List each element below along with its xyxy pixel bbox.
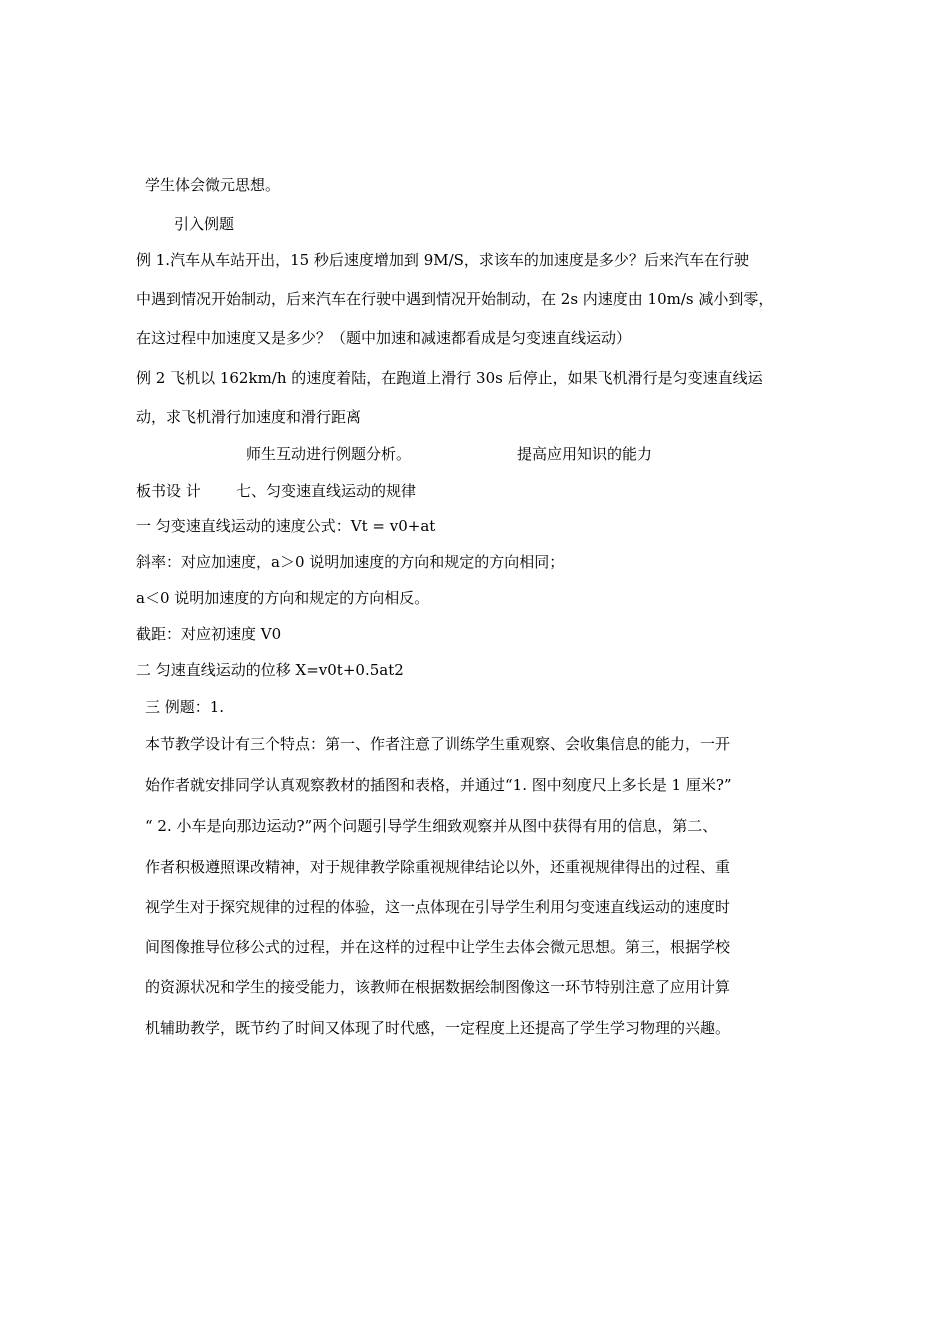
evaluation-line-4: 作者积极遵照课改精神，对于规律教学除重视规律结论以外，还重视规律得出的过程、重 — [145, 858, 731, 876]
intercept-note: 截距：对应初速度 V0 — [136, 625, 282, 643]
improve-application-ability: 提高应用知识的能力 — [517, 445, 653, 463]
example-2-line-2: 动，求飞机滑行加速度和滑行距离 — [136, 408, 362, 426]
board-design-label: 板书设 计 — [136, 482, 201, 500]
displacement-formula: 二 匀速直线运动的位移 X=v0t+0.5at2 — [136, 661, 404, 679]
example-2-line-1: 例 2 飞机以 162km/h 的速度着陆，在跑道上滑行 30s 后停止，如果飞机滑行是匀变速直线运 — [136, 369, 763, 387]
evaluation-line-5: 视学生对于探究规律的过程的体验，这一点体现在引导学生利用匀变速直线运动的速度时 — [145, 898, 731, 916]
text-line-summary: 学生体会微元思想。 — [145, 176, 281, 194]
evaluation-line-2: 始作者就安排同学认真观察教材的插图和表格，并通过“1. 图中刻度尺上多长是 1 厘米?” — [145, 776, 732, 794]
board-title: 七、匀变速直线运动的规律 — [236, 482, 417, 500]
example-1-line-2: 中遇到情况开始制动，后来汽车在行驶中遇到情况开始制动，在 2s 内速度由 10m/s 减小到零， — [136, 290, 774, 308]
evaluation-line-7: 的资源状况和学生的接受能力，该教师在根据数据绘制图像这一环节特别注意了应用计算 — [145, 978, 731, 996]
example-1-line-3: 在这过程中加速度又是多少？（题中加速和减速都看成是匀变速直线运动） — [136, 329, 632, 347]
evaluation-line-6: 间图像推导位移公式的过程，并在这样的过程中让学生去体会微元思想。第三，根据学校 — [145, 938, 731, 956]
slope-note: 斜率：对应加速度，a＞0 说明加速度的方向和规定的方向相同； — [136, 553, 565, 571]
examples-item: 三 例题：1. — [145, 698, 225, 716]
heading-introduce-examples: 引入例题 — [174, 215, 235, 233]
evaluation-line-8: 机辅助教学，既节约了时间又体现了时代感，一定程度上还提高了学生学习物理的兴趣。 — [145, 1019, 731, 1037]
teacher-student-interaction: 师生互动进行例题分析。 — [246, 445, 412, 463]
negative-acceleration-note: a＜0 说明加速度的方向和规定的方向相反。 — [136, 589, 430, 607]
velocity-formula: 一 匀变速直线运动的速度公式：Vt = v0+at — [136, 517, 436, 535]
example-1-line-1: 例 1.汽车从车站开出，15 秒后速度增加到 9M/S，求该车的加速度是多少？后来汽车在行驶 — [136, 251, 749, 269]
evaluation-line-1: 本节教学设计有三个特点：第一、作者注意了训练学生重观察、会收集信息的能力，一开 — [145, 735, 731, 753]
evaluation-line-3: “ 2. 小车是向那边运动?”两个问题引导学生细致观察并从图中获得有用的信息，第二、 — [145, 817, 718, 835]
